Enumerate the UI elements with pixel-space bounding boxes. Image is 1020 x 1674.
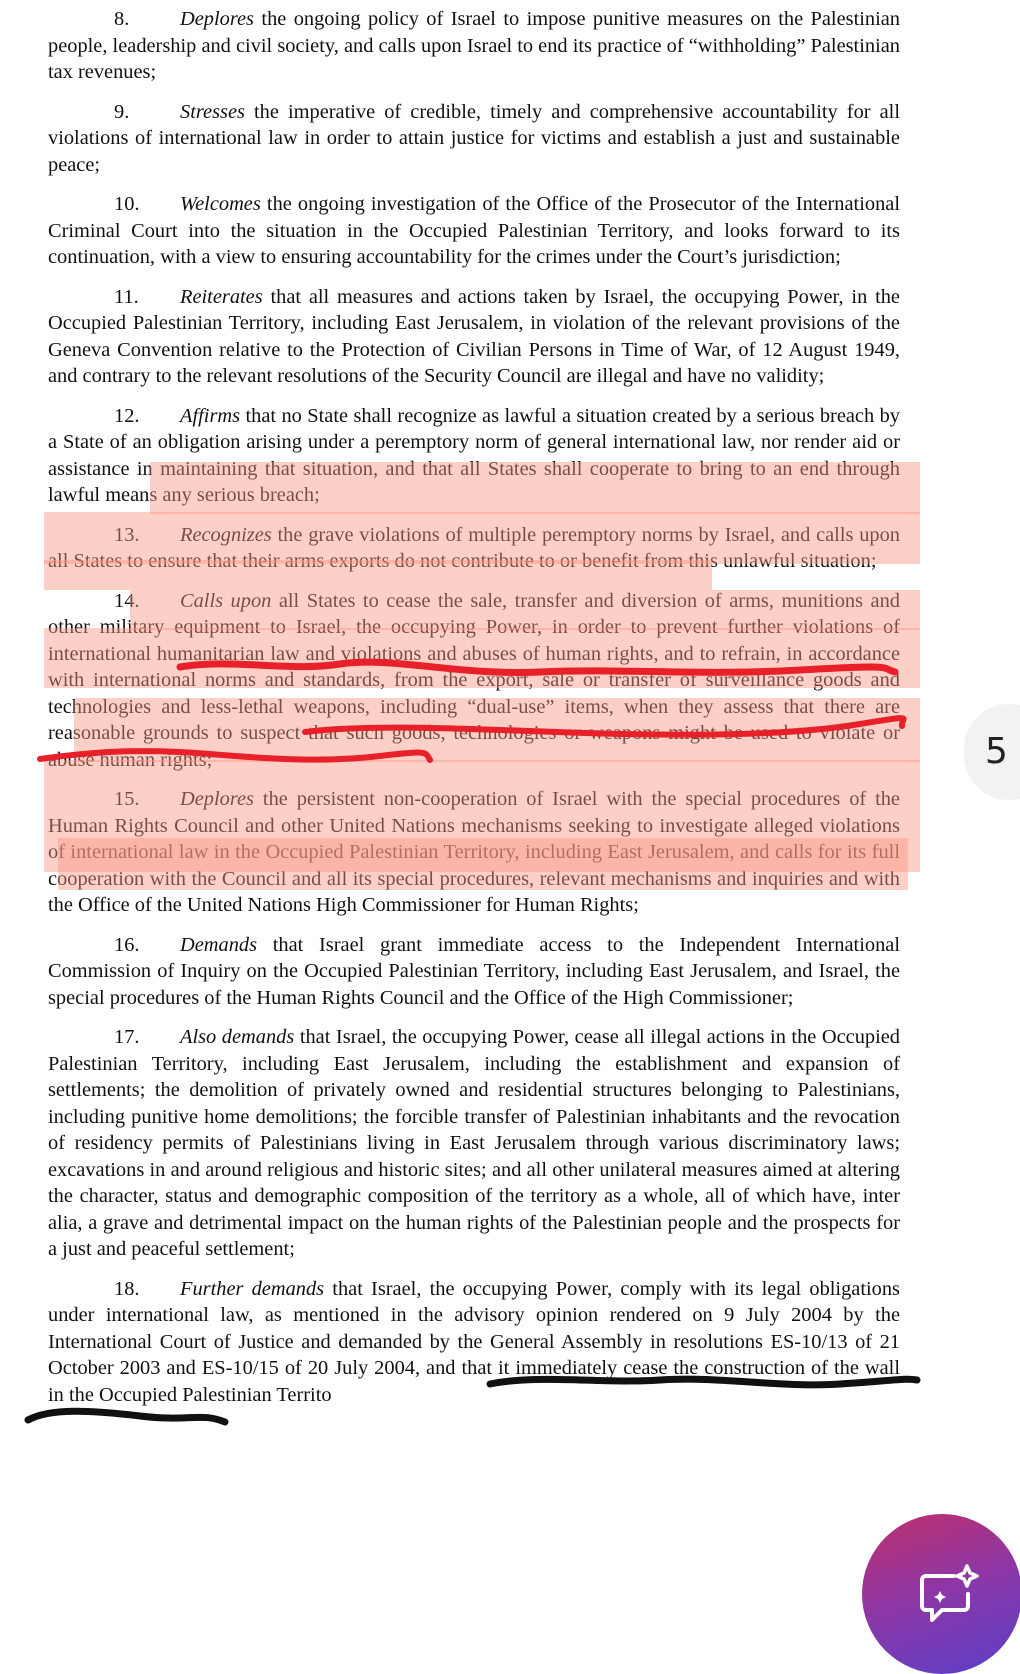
operative-verb: Deplores	[180, 8, 254, 30]
paragraph-number: 12.	[114, 404, 140, 427]
paragraph-number: 9.	[114, 100, 130, 123]
operative-verb: Demands	[180, 933, 258, 956]
paragraph-number: 15.	[114, 788, 140, 810]
chat-sparkle-icon	[912, 1564, 982, 1634]
paragraph-14	[48, 588, 900, 774]
operative-verb: Further demands	[180, 1277, 325, 1300]
operative-verb: Stresses	[180, 100, 245, 123]
paragraph-number: 8.	[114, 8, 130, 30]
paragraph-number: 17.	[114, 1026, 140, 1048]
paragraph-text: the ongoing investigation of the Office of the Prosecutor of the International Criminal Court into the situation in the Occupied Palestinian Territory, and looks forward to its continuation, with a view to ensuring accountability for the crimes under the Court’s jurisdiction;	[48, 193, 900, 268]
paragraph-13	[48, 522, 900, 575]
operative-verb: Recognizes	[180, 523, 272, 546]
paragraph-number: 11.	[114, 285, 139, 308]
page-indicator[interactable]	[964, 704, 1020, 800]
paragraph-11	[48, 284, 900, 390]
operative-verb: Also demands	[180, 1026, 295, 1048]
operative-verb: Calls upon	[180, 589, 272, 612]
paragraph-number: 10.	[114, 193, 140, 215]
paragraph-17	[48, 1024, 900, 1263]
operative-verb: Deplores	[180, 788, 254, 810]
paragraph-text: the grave violations of multiple peremptory norms by Israel, and calls upon all States to ensure that their arms exports do not contribute to or benefit from this unlawful situation;	[48, 523, 900, 572]
paragraph-12	[48, 403, 900, 509]
paragraph-text: the imperative of credible, timely and comprehensive accountability for all violations of international law in order to attain justice for victims and establish a just and sustainable peace;	[48, 100, 900, 176]
paragraph-text: that Israel grant immediate access to the Independent International Commission of Inquiry on the Occupied Palestinian Territory, including East Jerusalem, and Israel, the special procedures of the Human Rights Council and the Office of the High Commissioner;	[48, 933, 900, 1009]
operative-verb: Affirms	[180, 404, 241, 427]
paragraph-18	[48, 1276, 900, 1409]
paragraph-text: that all measures and actions taken by Israel, the occupying Power, in the Occupied Palestinian Territory, including East Jerusalem, in violation of the relevant provisions of the Geneva Convention relative to the Protection of Civilian Persons in Time of War, of 12 August 1949, and contrary to the relevant resolutions of the Security Council are illegal and have no validity;	[48, 285, 900, 387]
paragraph-9	[48, 99, 900, 179]
paragraph-16	[48, 932, 900, 1012]
paragraph-text: that Israel, the occupying Power, comply with its legal obligations under international law, as mentioned in the advisory opinion rendered on 9 July 2004 by the International Court of Justice and demanded by the General Assembly in resolutions ES-10/13 of 21 October 2003 and ES-10/15 of 20 July 2004, and that it immediately cease the construction of the wall in the Occupied Palestinian Territo	[48, 1277, 900, 1406]
operative-verb: Reiterates	[180, 285, 263, 308]
paragraph-text: that Israel, the occupying Power, cease all illegal actions in the Occupied Palestinian Territory, including East Jerusalem, including the establishment and expansion of settlements; the demolition of privately owned and residential structures belonging to Palestinians, including punitive home demolitions; the forcible transfer of Palestinian inhabitants and the revocation of residency permits of Palestinians living in East Jerusalem through various discriminatory laws; excavations in and around religious and historic sites; and all other unilateral measures aimed at altering the character, status and demographic composition of the territory as a whole, all of which have, inter alia, a grave and detrimental impact on the human rights of the Palestinian people and the prospects for a just and peaceful settlement;	[48, 1026, 900, 1260]
paragraph-number: 18.	[114, 1277, 140, 1300]
document-page	[48, 6, 900, 1421]
paragraph-number: 14.	[114, 589, 140, 612]
paragraph-text: that no State shall recognize as lawful a situation created by a serious breach by a State of an obligation arising under a peremptory norm of general international law, nor render aid or assistance in maintaining that situation, and that all States shall cooperate to bring to an end through lawful means any serious breach;	[48, 404, 900, 506]
paragraph-number: 13.	[114, 523, 140, 546]
paragraph-10	[48, 191, 900, 271]
operative-verb: Welcomes	[180, 193, 261, 215]
paragraph-text: the persistent non-cooperation of Israel with the special procedures of the Human Rights Council and other United Nations mechanisms seeking to investigate alleged violations of international law in the Occupied Palestinian Territory, including East Jerusalem, and calls for its full cooperation with the Council and all its special procedures, relevant mechanisms and inquiries and with the Office of the United Nations High Commissioner for Human Rights;	[48, 788, 900, 916]
ai-assistant-button[interactable]	[862, 1514, 1020, 1674]
paragraph-15	[48, 786, 900, 919]
paragraph-8	[48, 6, 900, 86]
paragraph-text: all States to cease the sale, transfer and diversion of arms, munitions and other military equipment to Israel, the occupying Power, in order to prevent further violations of international humanitarian law and violations and abuses of human rights, and to refrain, in accordance with international norms and standards, from the export, sale or transfer of surveillance goods and technologies and less-lethal weapons, including “dual-use” items, when they assess that there are reasonable grounds to suspect that such goods, technologies or weapons might be used to violate or abuse human rights;	[48, 589, 900, 771]
paragraph-number: 16.	[114, 933, 140, 956]
page-number: 5	[985, 731, 1008, 772]
paragraph-text: the ongoing policy of Israel to impose punitive measures on the Palestinian people, leadership and civil society, and calls upon Israel to end its practice of “withholding” Palestinian tax revenues;	[48, 8, 900, 83]
